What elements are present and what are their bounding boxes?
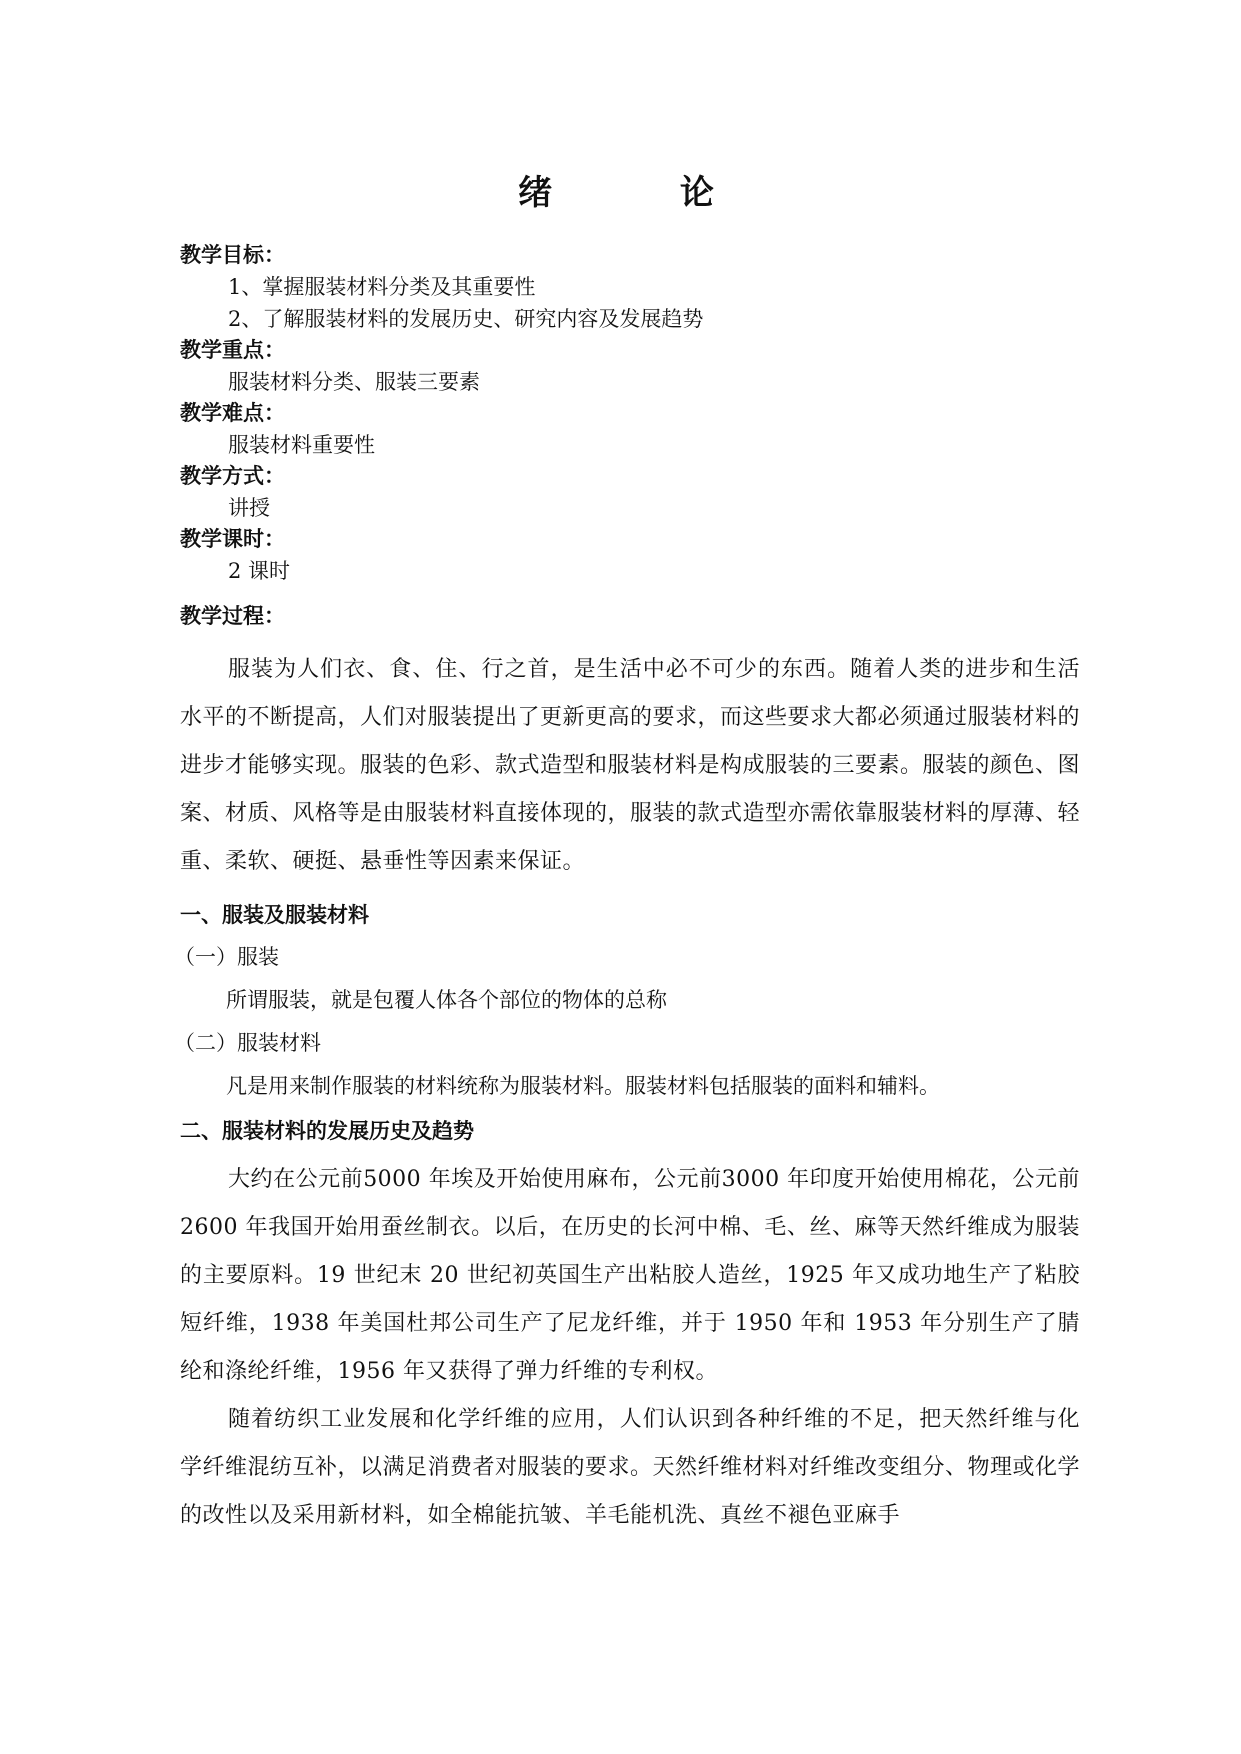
- hours-label: 教学课时：: [180, 527, 285, 551]
- section1-sub1-heading: （一）服装: [174, 945, 279, 969]
- section1-sub2-text: 凡是用来制作服装的材料统称为服装材料。服装材料包括服装的面料和辅料。: [226, 1074, 940, 1098]
- difficulties-label: 教学难点：: [180, 401, 285, 425]
- method-label: 教学方式：: [180, 464, 285, 488]
- intro-paragraph: 服装为人们衣、食、住、行之首，是生活中必不可少的东西。随着人类的进步和生活水平的不断提高，人们对服装提出了更新更高的要求，而这些要求大都必须通过服装材料的进步才能够实现。服装的色彩、款式造型和服装材料是构成服装的三要素。服装的颜色、图案、材质、风格等是由服装材料直接体现的，服装的款式造型亦需依靠服装材料的厚薄、轻重、柔软、硬挺、悬垂性等因素来保证。: [180, 657, 1081, 874]
- document-title: 绪 论: [518, 173, 772, 213]
- objective-item-1: 1、掌握服装材料分类及其重要性: [228, 275, 536, 299]
- section1-heading: 一、服装及服装材料: [180, 903, 369, 927]
- method-text: 讲授: [228, 496, 270, 520]
- difficulties-text: 服装材料重要性: [228, 433, 375, 457]
- section1-sub2-heading: （二）服装材料: [174, 1031, 321, 1055]
- objectives-label: 教学目标：: [180, 243, 285, 267]
- section2-heading: 二、服装材料的发展历史及趋势: [180, 1119, 474, 1143]
- document-page: [174, 170, 1081, 1540]
- process-label: 教学过程：: [180, 604, 285, 628]
- key-points-text: 服装材料分类、服装三要素: [228, 370, 480, 394]
- hours-text: 2 课时: [228, 559, 291, 583]
- section1-sub1-text: 所谓服装，就是包覆人体各个部位的物体的总称: [226, 988, 667, 1012]
- key-points-label: 教学重点：: [180, 338, 285, 362]
- section2-paragraph-2: 随着纺织工业发展和化学纤维的应用，人们认识到各种纤维的不足，把天然纤维与化学纤维混纺互补，以满足消费者对服装的要求。天然纤维材料对纤维改变组分、物理或化学的改性以及采用新材料，如全棉能抗皱、羊毛能机洗、真丝不褪色亚麻手: [180, 1407, 1081, 1528]
- section2-paragraph-1: 大约在公元前5000 年埃及开始使用麻布，公元前3000 年印度开始使用棉花，公元前 2600 年我国开始用蚕丝制衣。以后，在历史的长河中棉、毛、丝、麻等天然纤维成为服装的主要原料。19 世纪末 20 世纪初英国生产出粘胶人造丝，1925 年又成功地生产了粘胶短纤维，1938 年美国杜邦公司生产了尼龙纤维，并于 1950 年和 1953 年分别生产了腈纶和涤纶纤维，1956 年又获得了弹力纤维的专利权。: [180, 1167, 1080, 1384]
- objective-item-2: 2、了解服装材料的发展历史、研究内容及发展趋势: [228, 307, 704, 331]
